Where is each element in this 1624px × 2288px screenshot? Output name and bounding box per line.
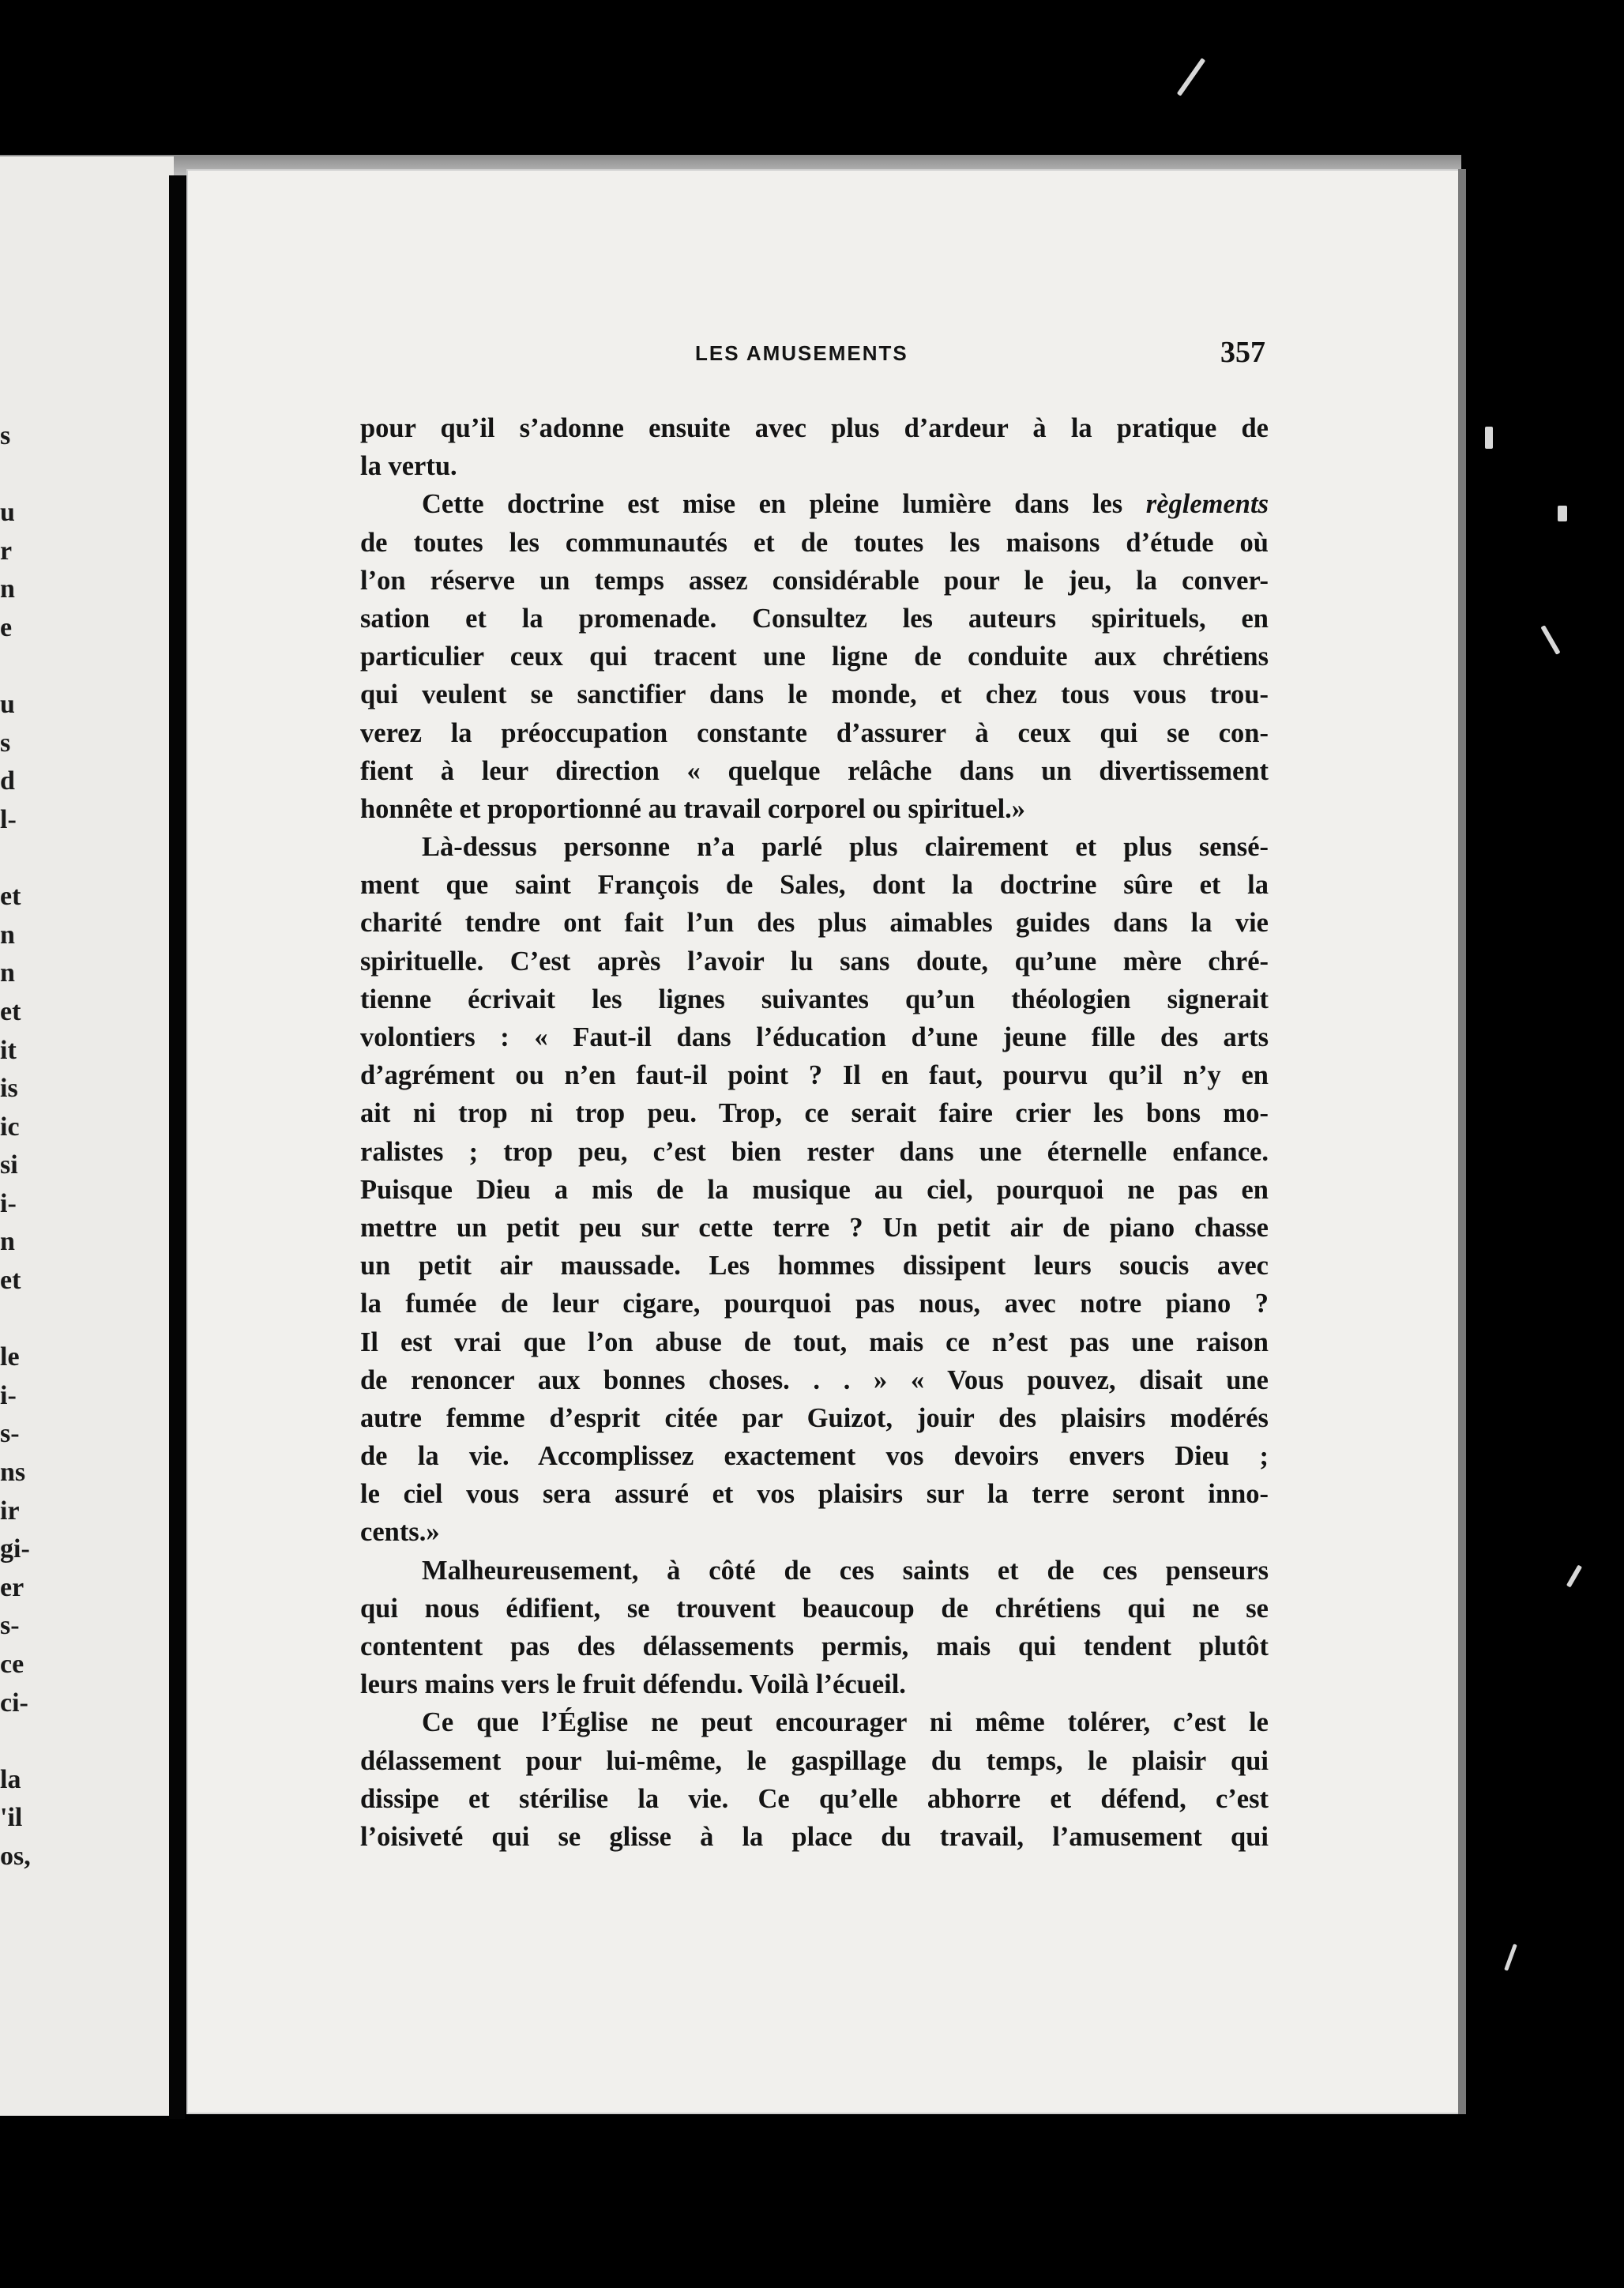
text-line: de renoncer aux bonnes choses. . . » « Vous pouvez, disait une xyxy=(360,1364,1269,1395)
left-margin-fragment: l- xyxy=(0,804,17,834)
page-right-edge xyxy=(1458,169,1466,2114)
text-line: verez la préoccupation constante d’assurer à ceux qui se con- xyxy=(360,717,1269,748)
scan-speck xyxy=(1485,427,1493,449)
left-margin-fragment: d xyxy=(0,766,15,796)
left-margin-fragment xyxy=(0,456,24,495)
text-line: Cette doctrine est mise en pleine lumière dans les règlements xyxy=(422,489,1269,520)
left-margin-fragment: ns xyxy=(0,1458,26,1488)
text-line: tienne écrivait les lignes suivantes qu’un théologien signerait xyxy=(360,984,1269,1014)
left-margin-fragment: le xyxy=(0,1342,20,1372)
left-page-margin-text xyxy=(0,417,31,1876)
text-line: fient à leur direction « quelque relâche dans un divertissement xyxy=(360,755,1269,786)
left-margin-fragment: n xyxy=(0,958,15,988)
left-margin-fragment: s- xyxy=(0,1611,20,1641)
text-line: particulier ceux qui tracent une ligne de conduite aux chrétiens xyxy=(360,642,1269,672)
text-line: l’on réserve un temps assez considérable pour le jeu, la conver- xyxy=(360,565,1269,596)
text-line: l’oisiveté qui se glisse à la place du travail, l’amusement qui xyxy=(360,1821,1269,1852)
text-line: spirituelle. C’est après l’avoir lu sans doute, qu’une mère chré- xyxy=(360,946,1269,977)
left-margin-fragment: ce xyxy=(0,1650,24,1679)
left-margin-fragment: it xyxy=(0,1035,17,1065)
text-line: dissipe et stérilise la vie. Ce qu’elle abhorre et défend, c’est xyxy=(360,1783,1269,1814)
left-margin-fragment: n xyxy=(0,574,15,604)
scan-speck xyxy=(1504,1944,1517,1971)
text-line: la vertu. xyxy=(360,451,457,482)
text-line: pour qu’il s’adonne ensuite avec plus d’ardeur à la pratique de xyxy=(360,413,1269,443)
text-line: d’agrément ou n’en faut-il point ? Il en faut, pourvu qu’il n’y en xyxy=(360,1060,1269,1091)
text-line: mettre un petit peu sur cette terre ? Un petit air de piano chasse xyxy=(360,1212,1269,1243)
left-margin-fragment: si xyxy=(0,1150,18,1180)
left-margin-fragment: u xyxy=(0,690,15,720)
text-line: charité tendre ont fait l’un des plus aimables guides dans la vie xyxy=(360,908,1269,939)
text-line: ment que saint François de Sales, dont la doctrine sûre et la xyxy=(360,870,1269,901)
left-margin-fragment: i- xyxy=(0,1188,17,1218)
scan-speck xyxy=(1177,58,1205,96)
text-line: sation et la promenade. Consultez les auteurs spirituels, en xyxy=(360,603,1269,634)
left-margin-fragment: et xyxy=(0,1266,21,1296)
text-line: ralistes ; trop peu, c’est bien rester dans une éternelle enfance. xyxy=(360,1136,1269,1167)
left-margin-fragment: e xyxy=(0,612,13,642)
left-margin-fragment: n xyxy=(0,920,15,950)
text-line: honnête et proportionné au travail corporel ou spirituel.» xyxy=(360,793,1026,824)
text-line: Puisque Dieu a mis de la musique au ciel, pourquoi ne pas en xyxy=(360,1174,1269,1205)
left-margin-fragment: os, xyxy=(0,1841,31,1871)
text-line: contentent pas des délassements permis, mais qui tendent plutôt xyxy=(360,1631,1269,1661)
text-line: Ce que l’Église ne peut encourager ni même tolérer, c’est le xyxy=(422,1707,1269,1738)
left-margin-fragment: la xyxy=(0,1764,21,1794)
left-margin-fragment xyxy=(0,648,24,687)
left-margin-fragment: et xyxy=(0,882,21,912)
text-line: Malheureusement, à côté de ces saints et de ces penseurs xyxy=(422,1555,1269,1586)
body-text xyxy=(360,409,1269,1856)
left-margin-fragment: ir xyxy=(0,1496,20,1526)
running-head: LES AMUSEMENTS xyxy=(695,341,908,365)
scan-speck xyxy=(1558,506,1567,521)
text-line: cents.» xyxy=(360,1517,440,1548)
left-facing-page xyxy=(0,156,174,2116)
text-line: de la vie. Accomplissez exactement vos devoirs envers Dieu ; xyxy=(360,1441,1269,1472)
page-number: 357 xyxy=(1220,336,1265,369)
scan-speck xyxy=(1540,625,1560,655)
left-margin-fragment xyxy=(0,1722,24,1761)
text-line: Là-dessus personne n’a parlé plus clairement et plus sensé- xyxy=(422,832,1269,863)
text-line: ait ni trop ni trop peu. Trop, ce serait faire crier les bons mo- xyxy=(360,1098,1269,1129)
left-margin-fragment: ic xyxy=(0,1112,20,1142)
text-line: volontiers : « Faut-il dans l’éducation d’une jeune fille des arts xyxy=(360,1022,1269,1052)
left-margin-fragment: s- xyxy=(0,1419,20,1449)
text-line: autre femme d’esprit citée par Guizot, jouir des plaisirs modérés xyxy=(360,1402,1269,1433)
text-line: un petit air maussade. Les hommes dissipent leurs soucis avec xyxy=(360,1251,1269,1281)
left-margin-fragment: gi- xyxy=(0,1534,30,1564)
text-line: le ciel vous sera assuré et vos plaisirs sur la terre seront inno- xyxy=(360,1479,1269,1510)
left-margin-fragment: s xyxy=(0,421,11,450)
text-line: leurs mains vers le fruit défendu. Voilà l’écueil. xyxy=(360,1669,906,1700)
left-margin-fragment: is xyxy=(0,1074,18,1104)
left-margin-fragment xyxy=(0,840,24,879)
left-margin-fragment: er xyxy=(0,1572,24,1602)
left-margin-fragment: s xyxy=(0,728,11,758)
left-margin-fragment: n xyxy=(0,1227,15,1257)
left-margin-fragment: ci- xyxy=(0,1688,28,1718)
text-line: Il est vrai que l’on abuse de tout, mais ce n’est pas une raison xyxy=(360,1327,1269,1357)
text-line: qui veulent se sanctifier dans le monde, et chez tous vous trou- xyxy=(360,679,1269,710)
left-margin-fragment: r xyxy=(0,536,13,566)
text-line: la fumée de leur cigare, pourquoi pas nous, avec notre piano ? xyxy=(360,1289,1269,1319)
scan-speck xyxy=(1566,1565,1582,1588)
left-margin-fragment xyxy=(0,1300,24,1339)
left-margin-fragment: et xyxy=(0,996,21,1026)
text-line: délassement pour lui-même, le gaspillage du temps, le plaisir qui xyxy=(360,1745,1269,1776)
text-line: de toutes les communautés et de toutes les maisons d’étude où xyxy=(360,527,1269,558)
left-margin-fragment: 'il xyxy=(0,1803,23,1833)
page-gutter xyxy=(169,175,185,2119)
left-margin-fragment: i- xyxy=(0,1380,17,1410)
text-line: qui nous édifient, se trouvent beaucoup de chrétiens qui ne se xyxy=(360,1593,1269,1624)
left-margin-fragment: u xyxy=(0,498,15,528)
